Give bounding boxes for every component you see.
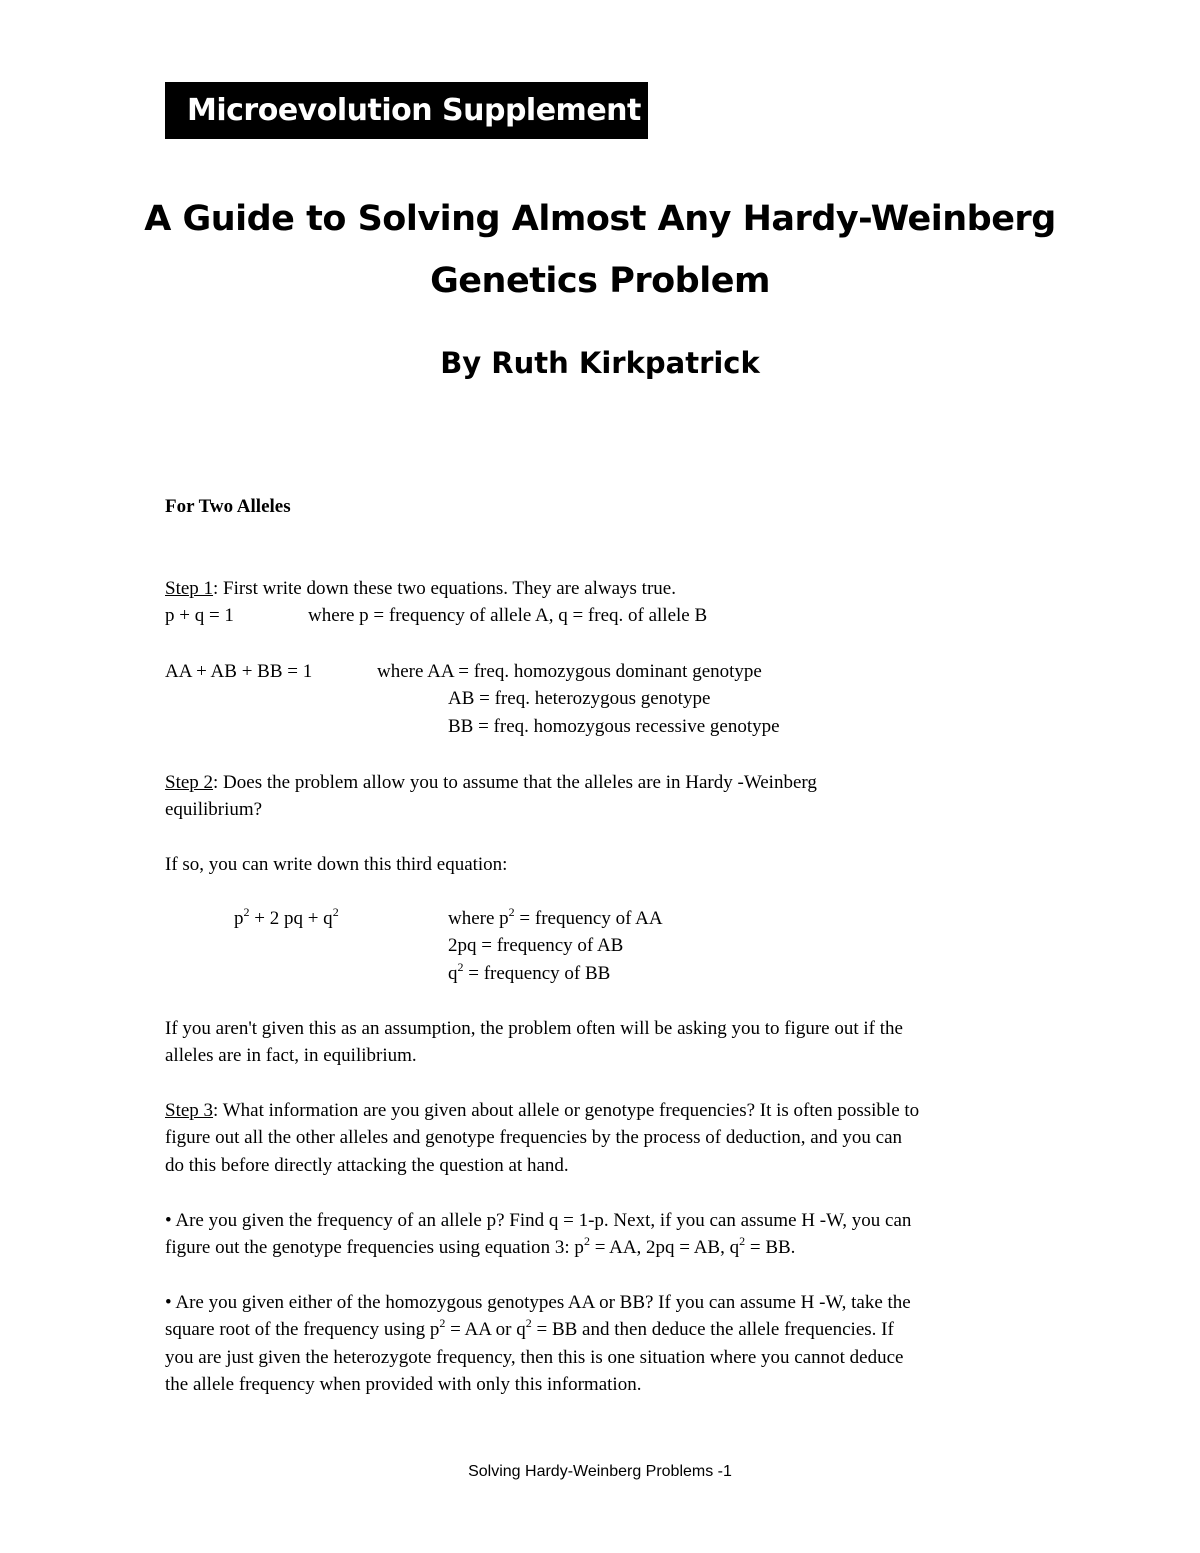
step2-note-line-1: If you aren't given this as an assumption, the problem often will be asking you to figure out if the	[165, 1018, 903, 1039]
author-line: By Ruth Kirkpatrick	[440, 346, 760, 380]
hw-definition-3: $q^2$ = frequency of BB	[448, 960, 611, 984]
hardy-weinberg-equation: $p^2 + 2$ pq + $q^2$	[234, 905, 339, 929]
hw-definition-2: 2pq = frequency of AB	[448, 935, 624, 956]
step1-intro: Step 1: First write down these two equations. They are always true.	[165, 578, 676, 599]
step1-eq1: p + q = 1	[165, 605, 234, 626]
bullet2-line-4: the allele frequency when provided with only this information.	[165, 1374, 642, 1395]
page-footer: Solving Hardy-Weinberg Problems -1	[468, 1463, 732, 1480]
document-title	[120, 188, 1080, 312]
bullet2-line-3: you are just given the heterozygote frequency, then this is one situation where you cannot deduce	[165, 1347, 904, 1368]
step1-label: Step 1	[165, 578, 214, 599]
step2-label: Step 2	[165, 772, 214, 793]
bullet1-line-2: figure out the genotype frequencies using equation 3: $p^2$ = AA, 2pq = AB, $q^2$ = BB.	[165, 1234, 796, 1258]
step1-eq2-definition-1: where AA = freq. homozygous dominant genotype	[377, 661, 762, 682]
step2-line-2: equilibrium?	[165, 799, 263, 820]
step1-eq2-definition-3: BB = freq. homozygous recessive genotype	[448, 716, 780, 737]
title-line-1: A Guide to Solving Almost Any Hardy-Weinberg	[144, 199, 1056, 239]
step2-line-1: Step 2: Does the problem allow you to assume that the alleles are in Hardy -Weinberg	[165, 772, 817, 793]
supplement-banner: Microevolution Supplement #1	[165, 82, 648, 139]
step1-eq1-definition: where p = frequency of allele A, q = freq. of allele B	[308, 605, 708, 626]
step3-line-1: Step 3: What information are you given about allele or genotype frequencies? It is often possible to	[165, 1100, 920, 1121]
step3-line-2: figure out all the other alleles and genotype frequencies by the process of deduction, and you can	[165, 1127, 903, 1148]
step1-eq2: AA + AB + BB = 1	[165, 661, 313, 682]
step2-note-line-2: alleles are in fact, in equilibrium.	[165, 1045, 417, 1066]
bullet1-line-1: • Are you given the frequency of an allele p? Find q = 1-p. Next, if you can assume H -W, you can	[165, 1210, 912, 1231]
step3-label: Step 3	[165, 1100, 214, 1121]
step1-eq2-definition-2: AB = freq. heterozygous genotype	[448, 688, 711, 709]
section-heading: For Two Alleles	[165, 496, 291, 517]
hw-definition-1: where $p^2$ = frequency of AA	[448, 905, 663, 929]
step3-line-3: do this before directly attacking the question at hand.	[165, 1155, 569, 1176]
step2-if-so: If so, you can write down this third equation:	[165, 854, 508, 875]
bullet2-line-1: • Are you given either of the homozygous genotypes AA or BB? If you can assume H -W, take the	[165, 1292, 911, 1313]
bullet2-line-2: square root of the frequency using $p^2$ = AA or $q^2$ = BB and then deduce the allele frequencies. If	[165, 1316, 894, 1340]
title-line-2: Genetics Problem	[430, 261, 770, 301]
